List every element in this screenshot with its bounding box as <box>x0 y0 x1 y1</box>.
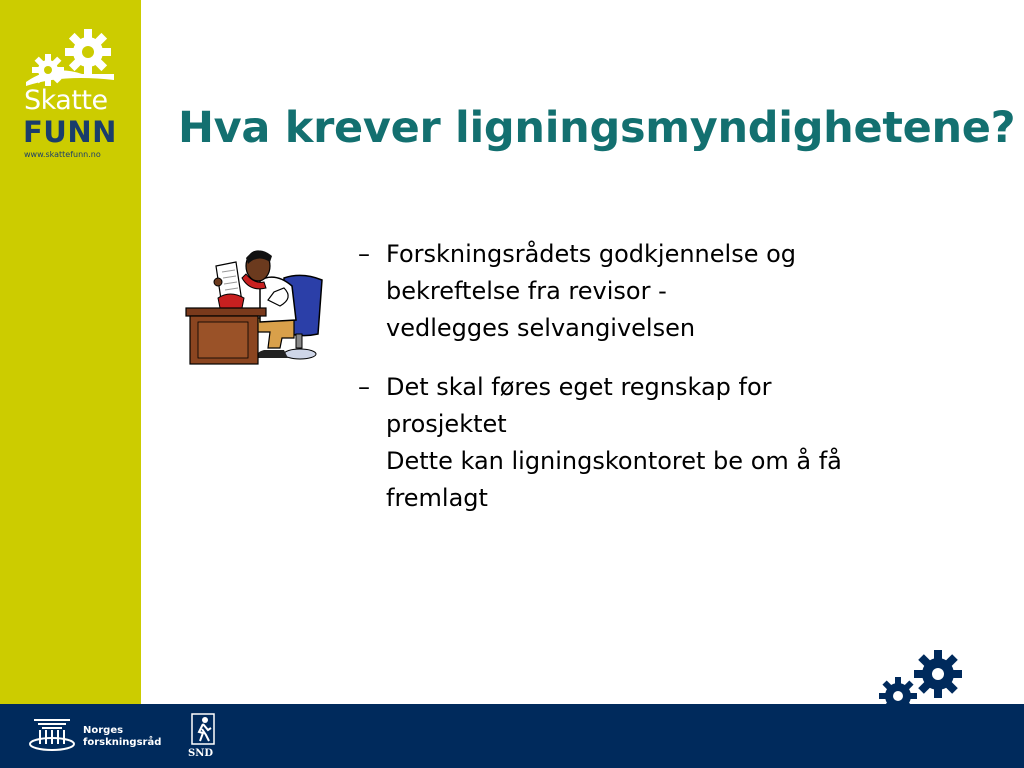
org-name-line2: forskningsråd <box>83 737 162 748</box>
norges-forskningsrad-text <box>83 725 173 749</box>
bullet-line: Det skal føres eget regnskap for <box>386 373 772 401</box>
footer-bar <box>0 704 1024 768</box>
slide-title: Hva krever ligningsmyndighetene? <box>178 103 1016 153</box>
logo-url: www.skattefunn.no <box>24 150 101 159</box>
bullet-line: Dette kan ligningskontoret be om å få <box>386 447 842 475</box>
logo-text-funn: FUNN <box>23 115 117 149</box>
snd-text: SND <box>188 748 214 759</box>
org-name-line1: Norges <box>83 725 124 736</box>
bullet-list <box>358 236 978 539</box>
bullet-marker: – <box>358 240 370 268</box>
bullet-line: bekreftelse fra revisor - <box>386 277 667 305</box>
logo-text-skatte: Skatte <box>24 85 108 116</box>
gears-icon <box>22 24 118 88</box>
bullet-line: prosjektet <box>386 410 507 438</box>
snd-logo <box>190 713 216 745</box>
office-worker-clipart <box>184 240 326 370</box>
bullet-line: Forskningsrådets godkjennelse og <box>386 240 797 268</box>
bullet-marker: – <box>358 373 370 401</box>
bullet-item <box>358 369 978 517</box>
bullet-item <box>358 236 978 347</box>
bullet-line: fremlagt <box>386 484 488 512</box>
bullet-line: vedlegges selvangivelsen <box>386 314 696 342</box>
sidebar <box>0 0 141 704</box>
norges-forskningsrad-logo <box>26 716 78 756</box>
gears-icon <box>870 644 970 706</box>
